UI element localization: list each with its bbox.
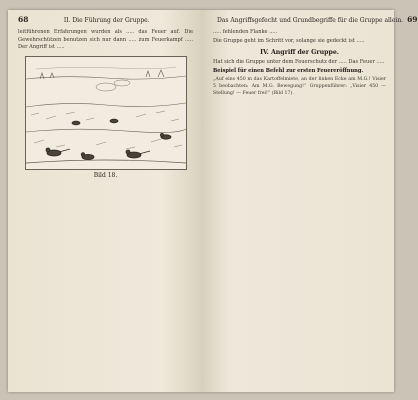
right-page [201,10,418,392]
figure-caption: Bild 18. [93,171,118,179]
example-order: „Auf eins 450 m das Kartoffelmiete, an der linken Ecke am M.G.! Visier 5 beobachten: Am M.G. Bewegung!“ Gruppenführer: „Visier 450 — Stellung! — Feuer frei!“ (Bild 17). [213,77,386,96]
right-page-header [213,15,418,25]
right-paragraph-1: ..... fehlenden Flanke ..... [213,29,278,35]
right-page-number: 69 [407,15,418,24]
left-body-text [18,29,193,52]
right-paragraph-2: Die Gruppe geht im Schritt vor, solange sie gedeckt ist ..... [213,38,365,45]
right-body-bottom [213,68,386,97]
book-spread [8,10,418,392]
right-paragraph-3: Hat sich die Gruppe unter dem Feuerschutz der ..... Das Feuer ..... [213,58,385,65]
left-page-number: 68 [18,15,29,24]
right-body-mid [213,59,386,67]
battle-sketch-image [26,57,186,169]
right-running-title: Das Angriffsgefecht und Grundbegriffe für die Gruppe allein. [217,17,404,24]
left-running-title: II. Die Führung der Gruppe. [63,17,150,24]
left-page-header [18,16,193,25]
example-heading: Beispiel für einen Befehl zur ersten Feuereröffnung. [213,68,364,75]
left-page [8,10,201,392]
left-paragraph-1: leitführenen Erfahrungen wurden als ..... das Feuer auf. Die Gewehrschützen benutzen sich nur dann ..... zum Feuerkampf ..... Der Angriff ist ..... [18,29,193,51]
battle-illustration [25,56,187,170]
right-body-top [213,29,386,46]
section-heading: IV. Angriff der Gruppe. [260,48,339,56]
